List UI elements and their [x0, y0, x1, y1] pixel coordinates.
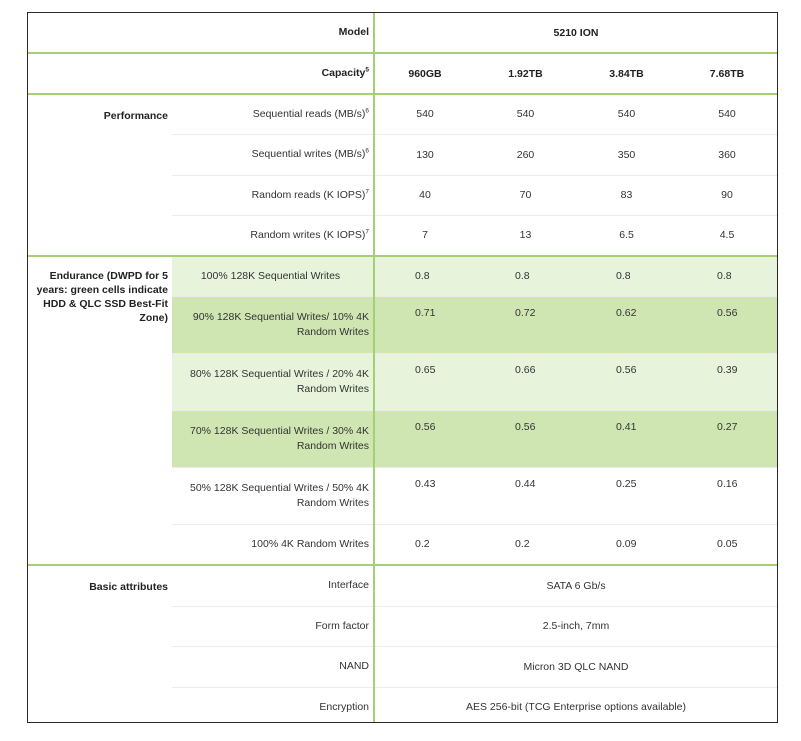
perf-value: 540 [576, 94, 677, 134]
endurance-label: 100% 128K Sequential Writes [172, 256, 374, 296]
endurance-value: 0.2 [374, 524, 475, 565]
footnote: 7 [365, 228, 369, 236]
basic-row-interface [28, 565, 777, 606]
endurance-value-green: 0.56 [677, 296, 777, 353]
endurance-value-green: 0.56 [374, 410, 475, 467]
endurance-value: 0.44 [475, 467, 576, 524]
endurance-value-green: 0.72 [475, 296, 576, 353]
perf-value: 360 [677, 134, 777, 175]
perf-row-seq-reads [28, 94, 777, 134]
perf-value: 540 [677, 94, 777, 134]
endurance-value-green: 0.8 [374, 256, 475, 296]
perf-label-cell [172, 175, 374, 215]
footnote: 6 [365, 147, 369, 155]
basic-value: AES 256-bit (TCG Enterprise options available) [374, 687, 777, 723]
basic-label: Interface [172, 565, 374, 606]
endurance-value-green: 0.56 [475, 410, 576, 467]
endurance-value-green: 0.56 [576, 353, 677, 410]
endurance-value-green: 0.41 [576, 410, 677, 467]
basic-value: SATA 6 Gb/s [374, 565, 777, 606]
perf-value: 350 [576, 134, 677, 175]
endurance-label: 100% 4K Random Writes [172, 524, 374, 565]
basic-value: Micron 3D QLC NAND [374, 646, 777, 687]
model-value: 5210 ION [553, 26, 599, 39]
perf-value: 40 [374, 175, 475, 215]
basic-label: NAND [172, 646, 374, 687]
perf-value: 6.5 [576, 215, 677, 256]
endurance-value: 0.43 [374, 467, 475, 524]
perf-value: 90 [677, 175, 777, 215]
perf-value: 260 [475, 134, 576, 175]
endurance-value: 0.2 [475, 524, 576, 565]
endurance-label: 70% 128K Sequential Writes / 30% 4K Random Writes [172, 410, 374, 467]
perf-label: Sequential writes (MB/s) [251, 148, 366, 160]
basic-section-label: Basic attributes [28, 565, 172, 723]
basic-value: 2.5-inch, 7mm [374, 606, 777, 646]
footnote: 6 [365, 107, 369, 115]
endurance-value: 0.25 [576, 467, 677, 524]
perf-label-cell [172, 94, 374, 134]
perf-value: 13 [475, 215, 576, 256]
endurance-value-green: 0.8 [475, 256, 576, 296]
endurance-row-100-seq [28, 256, 777, 296]
spec-table-frame [27, 12, 778, 723]
capacity-label: Capacity [321, 67, 366, 79]
model-label: Model [28, 13, 374, 53]
perf-value: 70 [475, 175, 576, 215]
capacity-row [28, 53, 777, 94]
endurance-value-green: 0.71 [374, 296, 475, 353]
capacity-label-cell [28, 53, 374, 94]
endurance-value: 0.05 [677, 524, 777, 565]
model-row [28, 13, 777, 53]
endurance-section-label: Endurance (DWPD for 5 years: green cells indicate HDD & QLC SSD Best-Fit Zone) [28, 256, 172, 565]
capacity-7-68tb: 7.68TB [677, 53, 777, 94]
endurance-label: 50% 128K Sequential Writes / 50% 4K Random Writes [172, 467, 374, 524]
endurance-label: 90% 128K Sequential Writes/ 10% 4K Random Writes [172, 296, 374, 353]
performance-section-label: Performance [28, 94, 172, 256]
perf-value: 83 [576, 175, 677, 215]
perf-value: 130 [374, 134, 475, 175]
capacity-footnote: 5 [365, 66, 369, 74]
endurance-value-green: 0.62 [576, 296, 677, 353]
endurance-value-green: 0.8 [576, 256, 677, 296]
endurance-value: 0.16 [677, 467, 777, 524]
spec-table [28, 13, 777, 723]
endurance-value-green: 0.66 [475, 353, 576, 410]
perf-label: Random reads (K IOPS) [251, 188, 366, 201]
endurance-value-green: 0.65 [374, 353, 475, 410]
perf-value: 540 [374, 94, 475, 134]
perf-value: 540 [475, 94, 576, 134]
perf-label: Random writes (K IOPS) [250, 228, 366, 241]
endurance-value-green: 0.27 [677, 410, 777, 467]
basic-label: Encryption [172, 687, 374, 723]
perf-value: 7 [374, 215, 475, 256]
perf-label: Sequential reads (MB/s) [252, 107, 366, 120]
capacity-3-84tb: 3.84TB [576, 53, 677, 94]
endurance-value-green: 0.39 [677, 353, 777, 410]
capacity-1-92tb: 1.92TB [475, 53, 576, 94]
endurance-label: 80% 128K Sequential Writes / 20% 4K Random Writes [172, 353, 374, 410]
perf-label-cell [172, 215, 374, 256]
footnote: 7 [365, 188, 369, 195]
endurance-value: 0.09 [576, 524, 677, 565]
endurance-value-green: 0.8 [677, 256, 777, 296]
perf-value: 4.5 [677, 215, 777, 256]
perf-label-cell [172, 134, 374, 175]
basic-label: Form factor [172, 606, 374, 646]
capacity-960gb: 960GB [374, 53, 475, 94]
